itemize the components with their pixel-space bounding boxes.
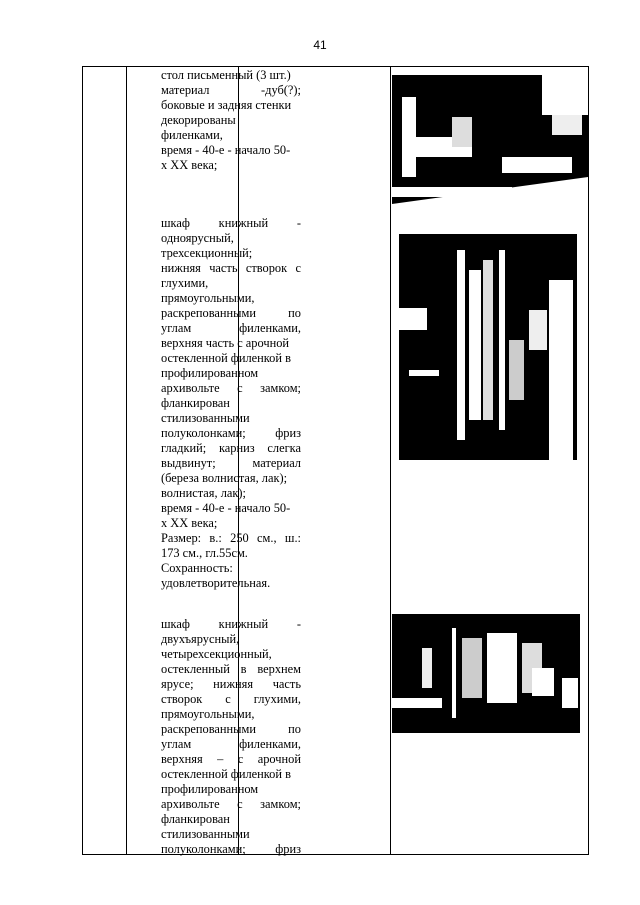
description-line: х XX века; [161,516,218,530]
description-line: нижняя часть створок с [161,261,301,275]
description-line: фланкирован [161,396,230,410]
description-line: 173 см., гл.55см. [161,546,248,560]
description-line: боковые и задняя стенки [161,98,292,112]
description-line: полуколонками; фриз [161,426,301,440]
description-line: углам филенками, [161,321,301,335]
description-line: стилизованными [161,411,250,425]
description-line: материал -дуб(?); [161,83,301,97]
desk-photo [392,67,588,204]
description-line: гладкий; карниз слегка [161,441,301,455]
entry-desk-description [161,68,301,173]
description-line: двухъярусный, [161,632,240,646]
description-line: створок с глухими, [161,692,301,706]
description-line: одноярусный, [161,231,234,245]
page-number: 41 [313,38,327,52]
entry-bookcase-1-description [161,216,301,591]
description-line: декорированы [161,113,236,127]
description-line: полуколонками; фриз [161,842,301,856]
description-line: раскрепованными по [161,306,301,320]
description-line: архивольте с замком; [161,381,301,395]
description-line: удовлетворительная. [161,576,271,590]
description-line: остекленной филенкой в [161,351,291,365]
description-line: остекленной филенкой в [161,767,291,781]
bookcase-photo-1 [399,220,577,460]
description-line: прямоугольными, [161,707,255,721]
description-line: ярусе; нижняя часть [161,677,301,691]
description-line: верхняя – с арочной [161,752,301,766]
description-line: шкаф книжный - [161,617,301,631]
description-line: шкаф книжный - [161,216,301,230]
bookcase-photo-2 [392,608,580,733]
description-line: верхняя часть с арочной [161,336,290,350]
description-line: Размер: в.: 250 см., ш.: [161,531,301,545]
description-line: время - 40-е - начало 50- [161,501,291,515]
description-line: остекленный в верхнем [161,662,301,676]
description-line: Сохранность: [161,561,233,575]
entry-bookcase-2-description [161,617,301,857]
description-line: раскрепованными по [161,722,301,736]
description-line: фланкирован [161,812,230,826]
description-line: время - 40-е - начало 50- [161,143,291,157]
description-line: прямоугольными, [161,291,255,305]
column-divider [126,67,127,854]
description-line: стилизованными [161,827,250,841]
description-line: четырехсекционный, [161,647,272,661]
description-line: х XX века; [161,158,218,172]
description-line: углам филенками, [161,737,301,751]
description-line: волнистая, лак); [161,486,246,500]
column-divider [390,67,391,854]
description-line: трехсекционный; [161,246,253,260]
description-line: глухими, [161,276,209,290]
description-line: профилированном [161,782,259,796]
description-line: филенками, [161,128,223,142]
description-line: стол письменный (3 шт.) [161,68,291,82]
description-line: профилированном [161,366,259,380]
description-line: архивольте с замком; [161,797,301,811]
description-line: выдвинут; материал [161,456,301,470]
description-line: (береза волнистая, лак); [161,471,288,485]
